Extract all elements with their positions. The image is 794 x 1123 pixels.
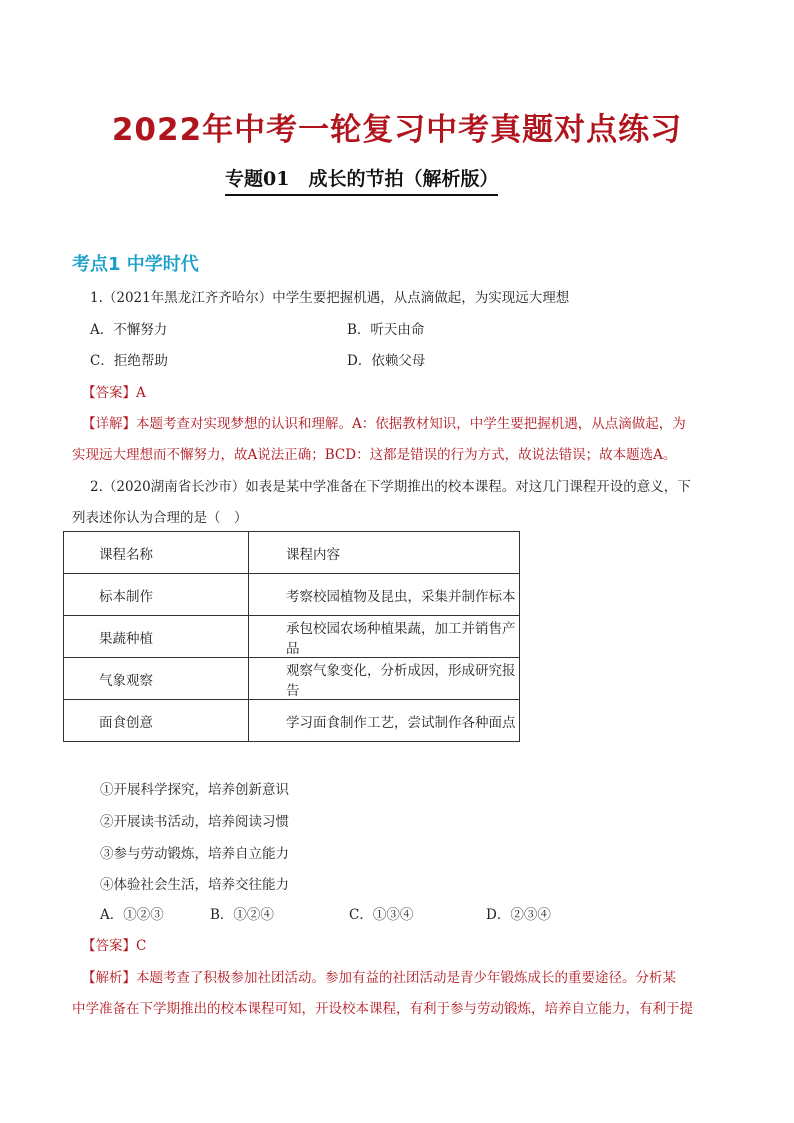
table-row [64,616,520,658]
q2-answer [82,937,146,955]
q2-analysis-tag: 【解析】 [82,970,136,986]
q2-item-3: ③参与劳动锻炼，培养自立能力 [100,846,289,862]
q1-option-b: B．听天由命 [347,322,425,338]
q1-option-a: A．不懈努力 [90,322,168,338]
q2-option-a: A．①②③ [100,907,164,923]
table-header-cell: 课程名称 [64,532,249,574]
table-cell: 考察校园植物及昆虫，采集并制作标本 [249,574,520,616]
q2-stem-line-2: 列表述你认为合理的是（ ） [72,510,248,526]
table-cell: 气象观察 [64,658,249,700]
q1-answer [82,384,146,402]
q1-option-d: D．依赖父母 [347,353,426,369]
q2-analysis-line-2: 中学准备在下学期推出的校本课程可知，开设校本课程，有利于参与劳动锻炼，培养自立能力，有利于提 [72,1001,693,1017]
table-cell: 果蔬种植 [64,616,249,658]
table-cell: 面食创意 [64,700,249,742]
q1-detail-tag: 【详解】 [82,416,136,432]
q2-item-1: ①开展科学探究，培养创新意识 [100,782,289,798]
q1-detail-text-1: 本题考查对实现梦想的认识和理解。A：依据教材知识，中学生要把握机遇，从点滴做起，为 [136,416,686,432]
q2-analysis-line-1 [82,969,676,987]
q2-option-b: B．①②④ [210,907,274,923]
q1-detail-line-2: 实现远大理想而不懈努力，故A说法正确；BCD：这都是错误的行为方式，故说法错误；故本题选A。 [72,447,677,463]
table-row [64,574,520,616]
table-header-cell: 课程内容 [249,532,520,574]
q1-stem: 1.（2021年黑龙江齐齐哈尔）中学生要把握机遇，从点滴做起，为实现远大理想 [90,290,570,306]
course-table [63,531,520,742]
q2-analysis-text-1: 本题考查了积极参加社团活动。参加有益的社团活动是青少年锻炼成长的重要途径。分析某 [136,970,676,986]
table-cell: 承包校园农场种植果蔬，加工并销售产品 [249,616,520,658]
q2-option-d: D．②③④ [486,907,551,923]
q2-item-2: ②开展读书活动，培养阅读习惯 [100,814,289,830]
q1-answer-value: A [136,385,146,401]
document-subtitle: 专题01 成长的节拍（解析版） [225,164,498,196]
table-row [64,700,520,742]
q2-answer-tag: 【答案】 [82,938,136,954]
table-row [64,658,520,700]
q2-option-c: C．①③④ [349,907,414,923]
table-cell: 学习面食制作工艺，尝试制作各种面点 [249,700,520,742]
q2-answer-value: C [136,938,147,954]
q1-answer-tag: 【答案】 [82,385,136,401]
section-heading: 考点1 中学时代 [72,254,199,275]
table-cell: 观察气象变化，分析成因，形成研究报告 [249,658,520,700]
table-header-row [64,532,520,574]
document-title: 2022年中考一轮复习中考真题对点练习 [111,112,683,148]
table-cell: 标本制作 [64,574,249,616]
q1-detail-line-1 [82,415,686,433]
q1-option-c: C．拒绝帮助 [90,353,168,369]
q2-item-4: ④体验社会生活，培养交往能力 [100,877,289,893]
q2-stem-line-1: 2.（2020湖南省长沙市）如表是某中学准备在下学期推出的校本课程。对这几门课程开设的意义，下 [90,479,691,495]
